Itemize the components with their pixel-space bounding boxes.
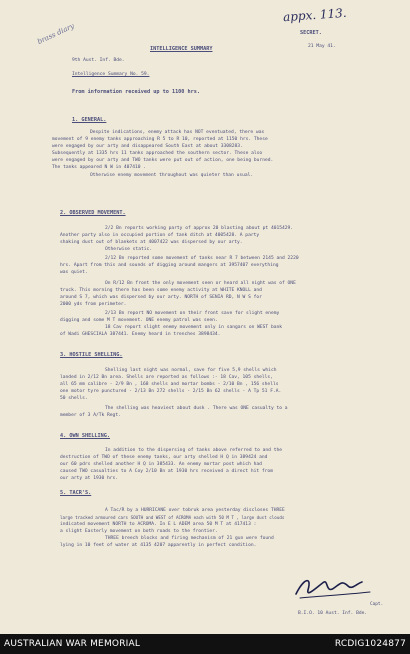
section-line: 2000 yds from perimeter. <box>60 302 127 307</box>
section-line: truck. This morning there has been some enemy activity at WHITE KNOLL and <box>60 288 262 293</box>
section-line: In addition to the dispersing of tanks above referred to and the <box>105 448 283 453</box>
section-line: hrs. Apart from this and sounds of digging around mangers at 3957407 everything <box>60 263 279 268</box>
section-line: Subsequently at 1335 hrs 11 tanks approached the southern sector. These also <box>52 151 263 156</box>
section-line: A Tac/R by a HURRICANE over tobruk area yesterday discloses THREE <box>105 508 285 513</box>
section-line: caused TWO casualties to A Coy 2/10 Bn at 1930 hrs received a direct hit from <box>60 469 273 474</box>
section-line: digging and some M T movement. ONE enemy patrol was seen. <box>60 318 218 323</box>
document-date: 21 May 41. <box>308 44 336 49</box>
section-line: shaking dust out of blankets at 4007422 was dispersed by our arty. <box>60 240 243 245</box>
info-line: From information received up to 1100 hrs. <box>72 89 201 95</box>
section-line: indicated movement NORTH to ACROMA. In E L ADEM area 50 M T at 417413 : <box>60 522 257 527</box>
section-line: On R/12 Bn front the only movement seen or heard all night was of ONE <box>105 281 296 286</box>
handwritten-appendix-ref: appx. 113. <box>282 5 348 25</box>
section-line: 50 shells. <box>60 396 88 401</box>
section-line: our 60 pdrs shelled another H Q in 385433. An enemy mortar post which had <box>60 462 262 467</box>
handwritten-margin-note: brass diary <box>36 22 76 46</box>
section-line: member of 3 A/Tk Regt. <box>60 413 121 418</box>
section-line: was quiet. <box>60 270 88 275</box>
section-line: movement of 9 enemy tanks approaching R 5 to R 10, reported at 1150 hrs. These <box>52 137 268 142</box>
section-line: one motor tyre punctured - 2/13 Bn 272 shells - 2/15 Bn 62 shells - A Tp 51 F.A. <box>60 389 282 394</box>
section-line: were engaged by our arty and TWO tanks were put out of action, one being burned. <box>52 158 274 163</box>
section-line: Shelling last night was normal, save for five 5,9 shells which <box>105 368 277 373</box>
archive-name: AUSTRALIAN WAR MEMORIAL <box>4 639 141 649</box>
classification-mark: SECRET. <box>300 30 322 36</box>
section-line: 2/13 Bn report NO movement on their front save for slight enemy <box>105 311 280 316</box>
section-line: all 65 mm calibre - 2/9 Bn , 168 shells and mortar bombs - 2/10 Bn , 156 shells <box>60 382 279 387</box>
section-line: lying in 10 feet of water at 4135 4207 apparently in perfect condition. <box>60 543 257 548</box>
section-line: our arty at 1930 hrs. <box>60 476 119 481</box>
archive-footer-bar <box>0 634 410 654</box>
section-line: around S 7, which was dispersed by our arty. NORTH of SENIA RD, N W S for <box>60 295 262 300</box>
section-line: Despite indications, enemy attack has NOT eventuated, there was <box>90 130 265 135</box>
section-line: Otherwise enemy movement throughout was quieter than usual. <box>90 173 254 178</box>
section-heading-hostile-shelling: 3. HOSTILE SHELLING. <box>60 352 123 358</box>
section-line: a slight Easterly movement on both roads to the frontier. <box>60 529 218 534</box>
section-heading-general: 1. GENERAL. <box>72 117 107 123</box>
section-line: 2/2 Bn reports working party of approx 20 blasting about pt 4015429. <box>105 226 294 231</box>
section-line: large tracked armoured cars SOUTH and WEST of ACROMA each with 50 M T , large dust clouds <box>60 515 285 520</box>
section-line: 2/12 Bn reported some movement of tanks near R 7 between 2145 and 2220 <box>105 256 299 261</box>
section-line: The shelling was heaviest about dusk . There was ONE casualty to a <box>105 406 288 411</box>
section-line: The tanks appeared N W in 407410 . <box>52 165 147 170</box>
unit-name: 9th Aust. Inf. Bde. <box>72 58 125 63</box>
document-title: INTELLIGENCE SUMMARY <box>150 46 213 52</box>
signature-line: B.I.O. 10 Aust. Inf. Bde. <box>298 611 368 616</box>
section-line: landed in 2/12 Bn area. Shells are reported as follows :- 18 Cav, 105 shells, <box>60 375 273 380</box>
signature-rank: Capt. <box>370 602 384 607</box>
section-heading-own-shelling: 4. OWN SHELLING. <box>60 433 110 439</box>
section-line: were engaged by our arty and disappeared South East at about 3308283. <box>52 144 243 149</box>
section-line: of Wadi GHESCIALA 387441. Enemy heard in trenches 3898434. <box>60 332 221 337</box>
section-line: THREE breech blocks and firing mechanism of 21 gun were found <box>105 536 274 541</box>
section-line: 18 Cav report slight enemy movement only in sangars on WEST bank <box>105 325 283 330</box>
section-line: destruction of TWO of these enemy tanks, our arty shelled H Q in 389424 and <box>60 455 268 460</box>
record-id: RCDIG1024877 <box>334 639 406 649</box>
section-heading-tacrs: 5. TACR'S. <box>60 490 92 496</box>
summary-number: Intelligence Summary No. 59. <box>72 72 150 77</box>
section-line: Otherwise static. <box>105 247 153 252</box>
signature-mark <box>290 568 380 608</box>
section-heading-observed-movement: 2. OBSERVED MOVEMENT. <box>60 210 126 216</box>
section-line: Another party also in occupied portion of tank ditch at 4005428. A party <box>60 233 260 238</box>
